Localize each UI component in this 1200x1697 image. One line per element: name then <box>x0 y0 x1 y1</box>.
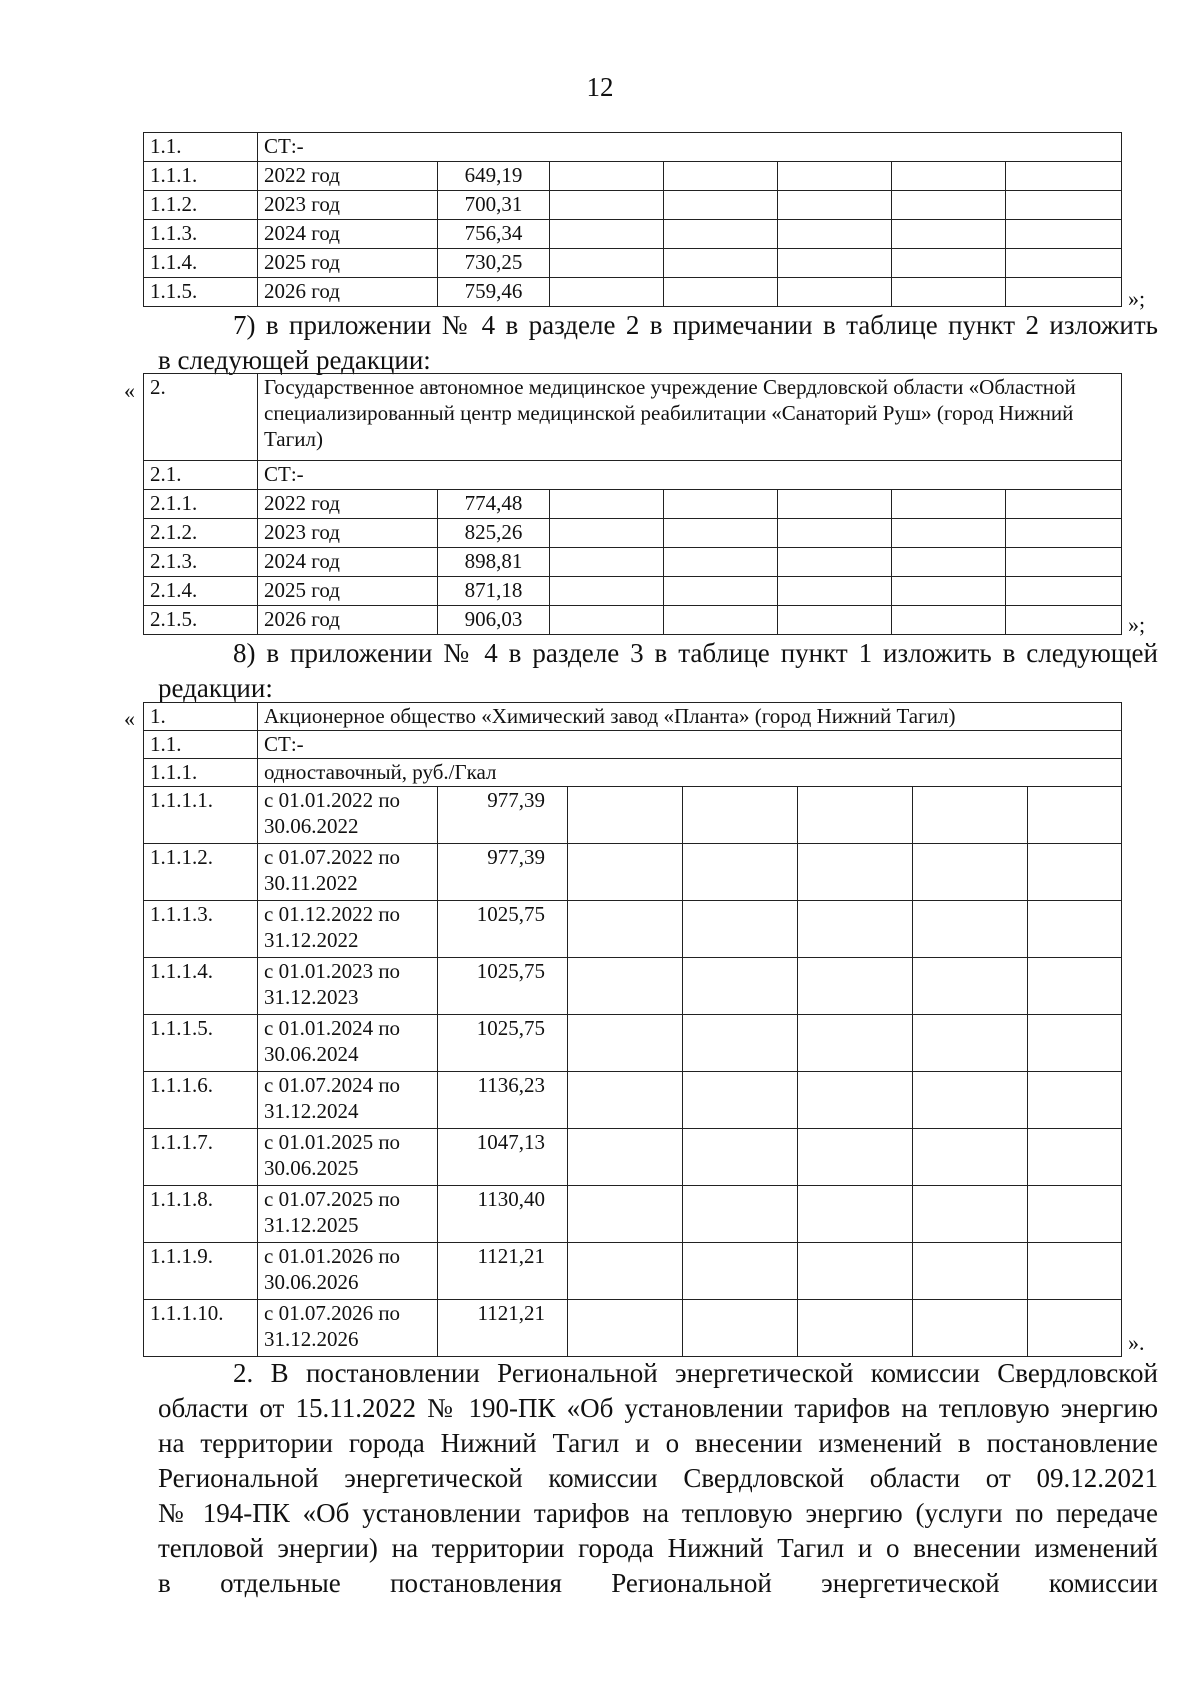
row-value: 774,48 <box>438 490 550 519</box>
table-row <box>144 162 1122 191</box>
table-row <box>144 1129 1122 1186</box>
table-header-row <box>144 133 1122 162</box>
tariff-table-steam <box>143 132 1122 307</box>
row-code: 1.1. <box>144 731 258 759</box>
row-value: 1025,75 <box>438 958 568 1015</box>
tariff-table-sanatorium <box>143 373 1122 635</box>
table-row <box>144 577 1122 606</box>
row-value: 977,39 <box>438 787 568 844</box>
row-code: 1.1.2. <box>144 191 258 220</box>
paragraph-line: 7) в приложении № 4 в разделе 2 в примечании в таблице пункт 2 изложить <box>233 310 1158 340</box>
row-code: 1.1.1.9. <box>144 1243 258 1300</box>
row-value: 1130,40 <box>438 1186 568 1243</box>
paragraph-line: в следующей редакции: <box>158 345 431 375</box>
org-name: Акционерное общество «Химический завод «Планта» (город Нижний Тагил) <box>258 703 1122 731</box>
row-code: 1.1.5. <box>144 278 258 307</box>
row-year: 2022 год <box>258 490 438 519</box>
row-year: 2026 год <box>258 606 438 635</box>
row-year: 2025 год <box>258 577 438 606</box>
closing-quote: »; <box>1128 612 1146 637</box>
table-row <box>144 901 1122 958</box>
row-code: 1.1.4. <box>144 249 258 278</box>
row-value: 977,39 <box>438 844 568 901</box>
closing-quote: ». <box>1128 1330 1145 1355</box>
row-code: 1.1.1. <box>144 162 258 191</box>
table-header-row <box>144 731 1122 759</box>
row-year: 2023 год <box>258 519 438 548</box>
paragraph-7 <box>158 308 1158 378</box>
row-value: 1136,23 <box>438 1072 568 1129</box>
table-header-row <box>144 461 1122 490</box>
row-code: 2.1.1. <box>144 490 258 519</box>
row-label: СТ:- <box>258 461 1122 490</box>
paragraph-8 <box>158 636 1158 706</box>
row-period: с 01.01.2023 по 31.12.2023 <box>258 958 438 1015</box>
row-period: с 01.07.2026 по 31.12.2026 <box>258 1300 438 1357</box>
table-row <box>144 220 1122 249</box>
row-value: 730,25 <box>438 249 550 278</box>
closing-quote: »; <box>1128 286 1146 311</box>
row-code: 1.1.1.10. <box>144 1300 258 1357</box>
row-code: 2.1.5. <box>144 606 258 635</box>
row-code: 1.1.1.1. <box>144 787 258 844</box>
table-subheader-row <box>144 759 1122 787</box>
row-period: с 01.07.2024 по 31.12.2024 <box>258 1072 438 1129</box>
table-row <box>144 1015 1122 1072</box>
row-year: 2022 год <box>258 162 438 191</box>
opening-quote: « <box>124 378 135 403</box>
table-row <box>144 519 1122 548</box>
table-row <box>144 278 1122 307</box>
table-row <box>144 606 1122 635</box>
row-code: 1.1.1.3. <box>144 901 258 958</box>
row-period: с 01.07.2022 по 30.11.2022 <box>258 844 438 901</box>
row-code: 1. <box>144 703 258 731</box>
row-period: с 01.01.2026 по 30.06.2026 <box>258 1243 438 1300</box>
row-code: 2. <box>144 374 258 461</box>
paragraph-line: 2. В постановлении Региональной энергетической комиссии Свердловской <box>233 1358 1158 1388</box>
tariff-table-planta <box>143 702 1122 1357</box>
table-row <box>144 1300 1122 1357</box>
paragraph-2 <box>158 1356 1158 1601</box>
row-period: с 01.07.2025 по 31.12.2025 <box>258 1186 438 1243</box>
row-value: 906,03 <box>438 606 550 635</box>
row-year: 2026 год <box>258 278 438 307</box>
row-label: СТ:- <box>258 133 1122 162</box>
row-code: 2.1.2. <box>144 519 258 548</box>
row-value: 1047,13 <box>438 1129 568 1186</box>
row-code: 2.1.4. <box>144 577 258 606</box>
paragraph-line: области от 15.11.2022 № 190-ПК «Об установлении тарифов на тепловую энергию <box>158 1393 1158 1423</box>
row-code: 1.1.1.4. <box>144 958 258 1015</box>
row-value: 871,18 <box>438 577 550 606</box>
table-row <box>144 191 1122 220</box>
table-row <box>144 787 1122 844</box>
table-row <box>144 844 1122 901</box>
org-name: Государственное автономное медицинское учреждение Свердловской области «Областной специализированный центр медицинской реабилитации «Санаторий Руш» (город Нижний Тагил) <box>258 374 1122 461</box>
org-row <box>144 703 1122 731</box>
row-value: 759,46 <box>438 278 550 307</box>
row-code: 1.1.1. <box>144 759 258 787</box>
row-code: 2.1.3. <box>144 548 258 577</box>
row-label: СТ:- <box>258 731 1122 759</box>
row-value: 898,81 <box>438 548 550 577</box>
row-value: 1121,21 <box>438 1243 568 1300</box>
row-value: 649,19 <box>438 162 550 191</box>
paragraph-line: 8) в приложении № 4 в разделе 3 в таблице пункт 1 изложить в следующей <box>233 638 1158 668</box>
table-row <box>144 1072 1122 1129</box>
row-period: с 01.01.2024 по 30.06.2024 <box>258 1015 438 1072</box>
row-period: с 01.01.2022 по 30.06.2022 <box>258 787 438 844</box>
row-value: 825,26 <box>438 519 550 548</box>
row-year: 2024 год <box>258 220 438 249</box>
row-value: 1121,21 <box>438 1300 568 1357</box>
row-code: 1.1.3. <box>144 220 258 249</box>
row-year: 2023 год <box>258 191 438 220</box>
row-value: 1025,75 <box>438 1015 568 1072</box>
opening-quote: « <box>124 706 135 731</box>
paragraph-line: тепловой энергии) на территории города Нижний Тагил и о внесении изменений <box>158 1533 1158 1563</box>
table-row <box>144 958 1122 1015</box>
paragraph-line: в отдельные постановления Региональной энергетической комиссии <box>158 1568 1158 1598</box>
row-value: 1025,75 <box>438 901 568 958</box>
row-period: с 01.01.2025 по 30.06.2025 <box>258 1129 438 1186</box>
paragraph-line: редакции: <box>158 673 273 703</box>
paragraph-line: на территории города Нижний Тагил и о внесении изменений в постановление <box>158 1428 1158 1458</box>
row-code: 1.1. <box>144 133 258 162</box>
row-value: 756,34 <box>438 220 550 249</box>
row-code: 1.1.1.6. <box>144 1072 258 1129</box>
org-row <box>144 374 1122 461</box>
row-code: 1.1.1.2. <box>144 844 258 901</box>
row-code: 2.1. <box>144 461 258 490</box>
page-number: 12 <box>586 72 614 102</box>
row-year: 2025 год <box>258 249 438 278</box>
row-period: с 01.12.2022 по 31.12.2022 <box>258 901 438 958</box>
row-code: 1.1.1.7. <box>144 1129 258 1186</box>
row-year: 2024 год <box>258 548 438 577</box>
paragraph-line: № 194-ПК «Об установлении тарифов на тепловую энергию (услуги по передаче <box>158 1498 1158 1528</box>
table-row <box>144 490 1122 519</box>
row-code: 1.1.1.5. <box>144 1015 258 1072</box>
table-row <box>144 1243 1122 1300</box>
row-value: 700,31 <box>438 191 550 220</box>
table-row <box>144 1186 1122 1243</box>
row-label: одноставочный, руб./Гкал <box>258 759 1122 787</box>
paragraph-line: Региональной энергетической комиссии Свердловской области от 09.12.2021 <box>158 1463 1158 1493</box>
row-code: 1.1.1.8. <box>144 1186 258 1243</box>
table-row <box>144 548 1122 577</box>
table-row <box>144 249 1122 278</box>
